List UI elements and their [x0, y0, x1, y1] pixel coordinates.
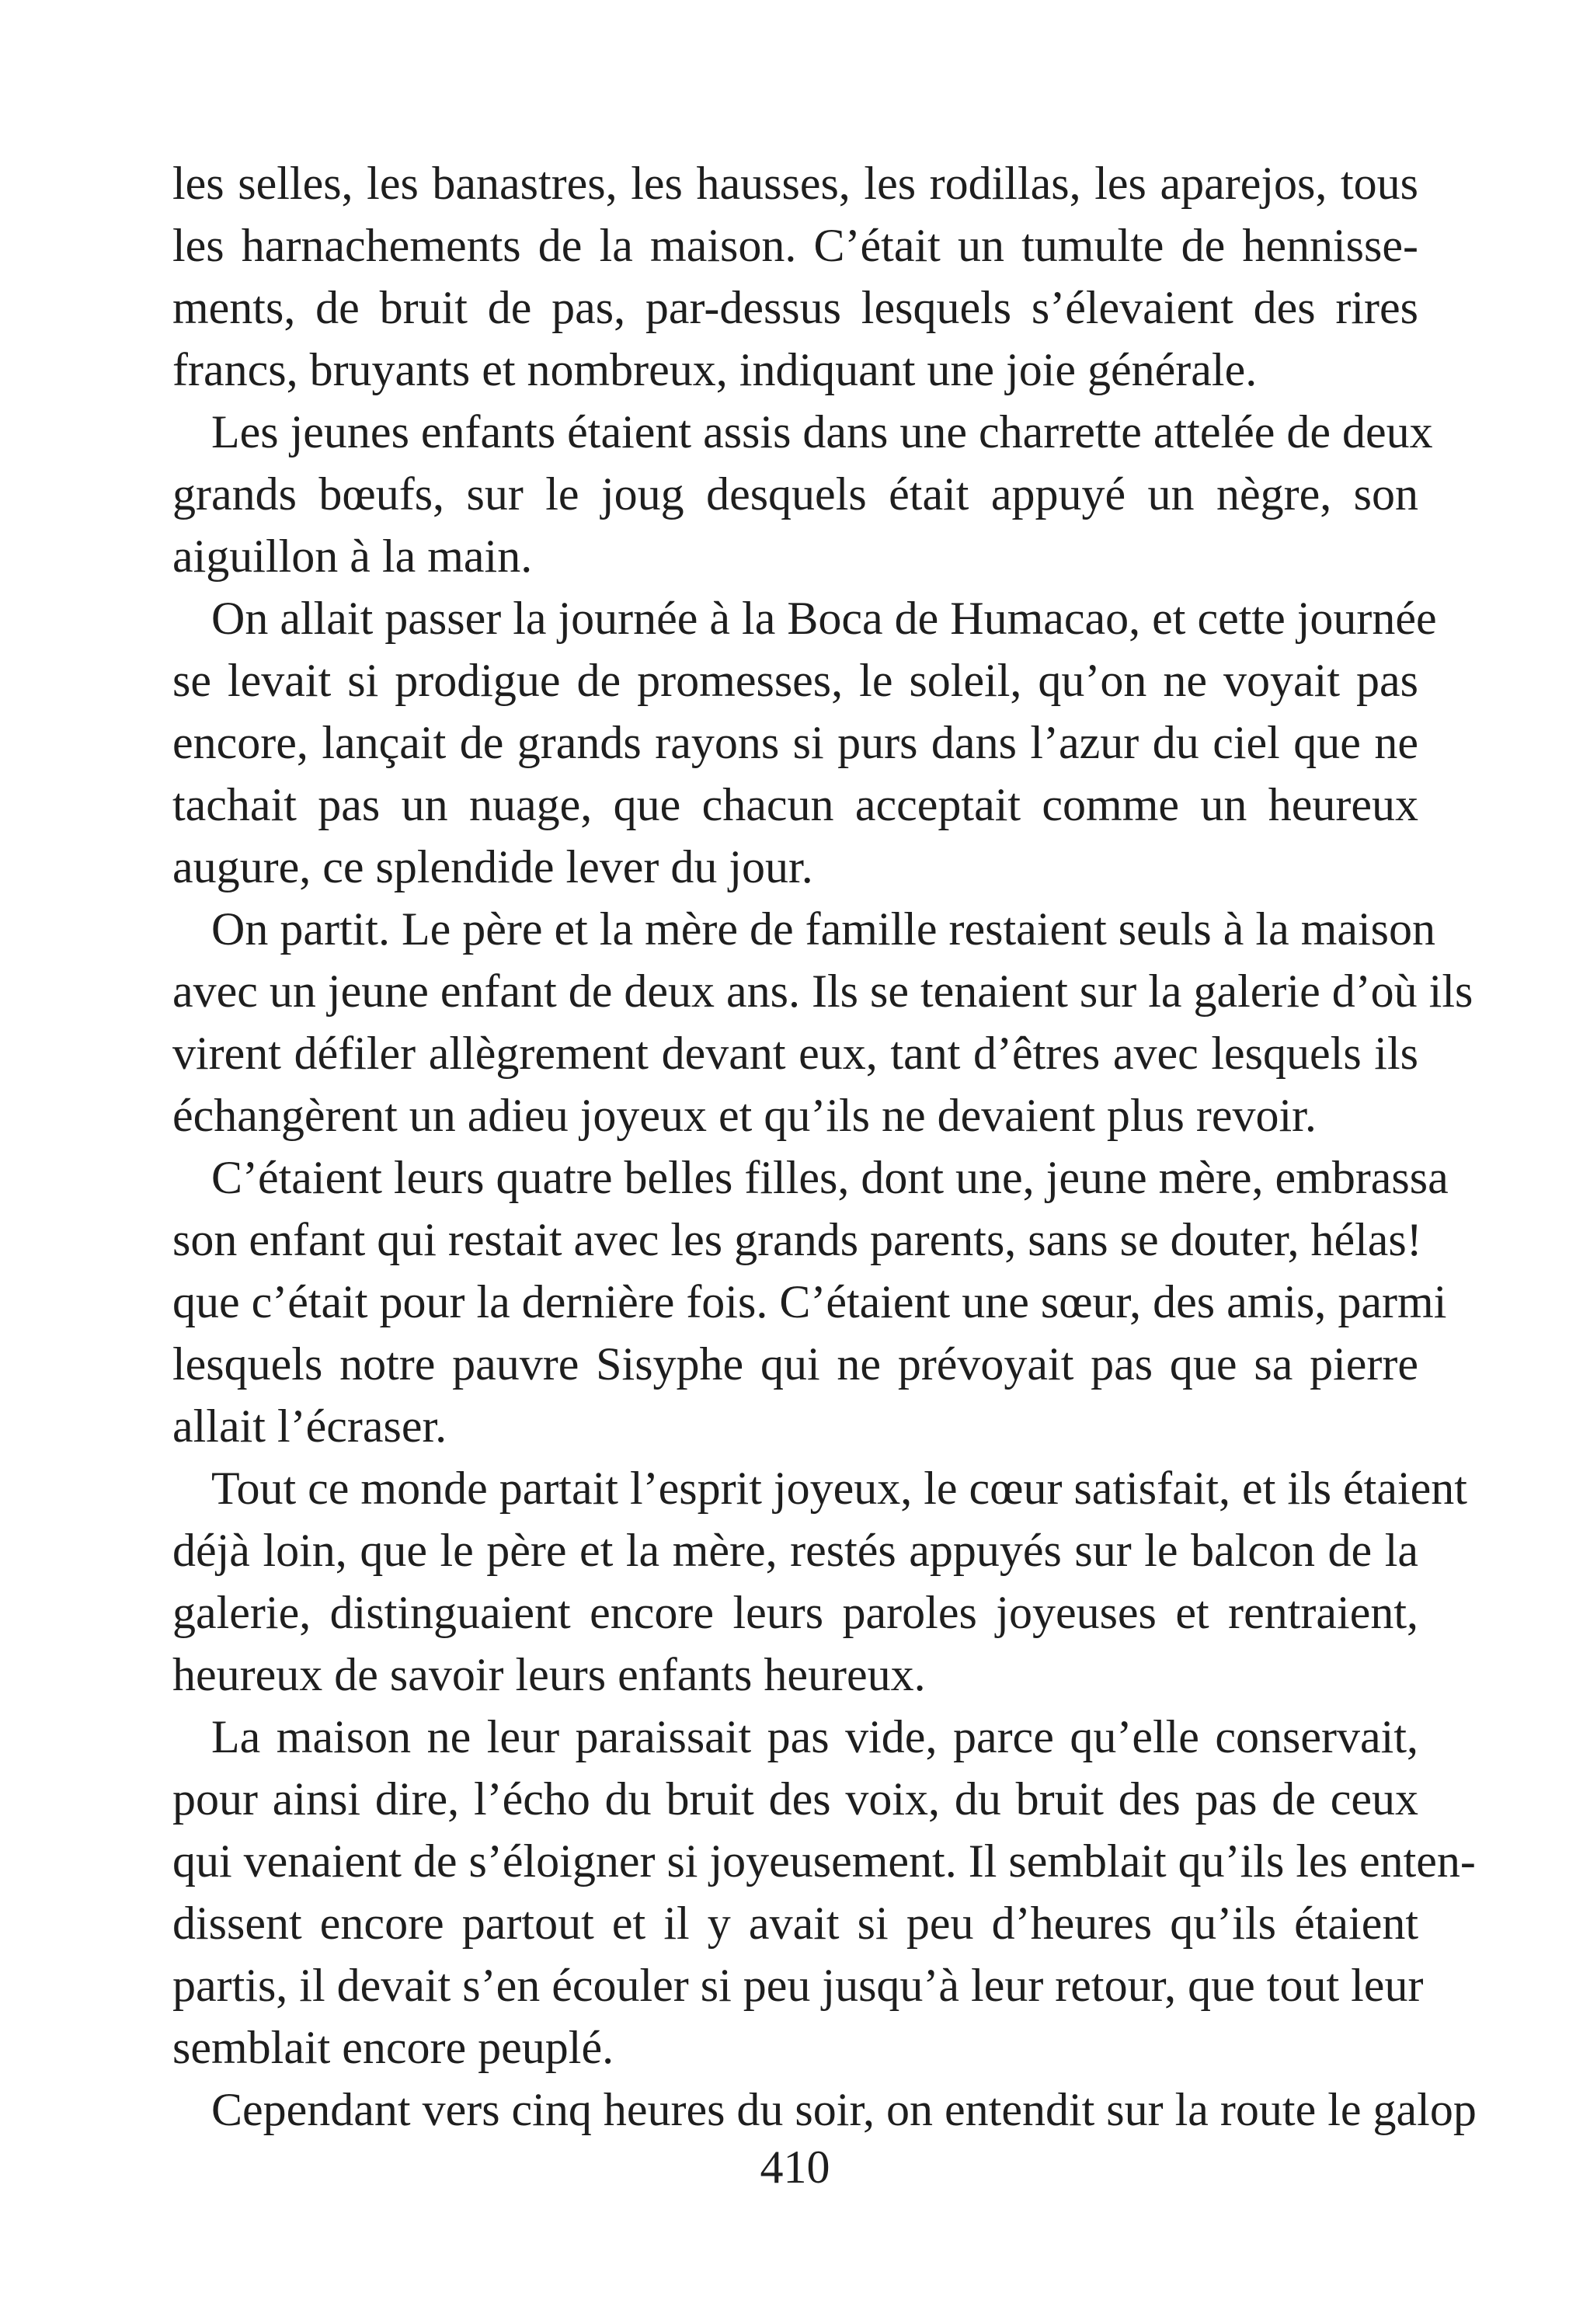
paragraph-4: [172, 898, 1473, 1146]
text-line: semblait encore peuplé.: [172, 2022, 614, 2073]
text-line: dissent encore partout et il y avait si peu d’heures qu’ils étaient: [172, 1898, 1418, 1949]
text-line: aiguillon à la main.: [172, 531, 533, 582]
paragraph-6: [172, 1457, 1467, 1706]
text-line: tachait pas un nuage, que chacun acceptait comme un heureux: [172, 779, 1418, 830]
text-line: Tout ce monde partait l’esprit joyeux, le cœur satisfait, et ils étaient: [211, 1463, 1467, 1514]
text-line: La maison ne leur paraissait pas vide, parce qu’elle conservait,: [211, 1711, 1418, 1762]
text-line: que c’était pour la dernière fois. C’étaient une sœur, des amis, parmi: [172, 1276, 1447, 1327]
text-line: se levait si prodigue de promesses, le soleil, qu’on ne voyait pas: [172, 655, 1418, 706]
text-line: Cependant vers cinq heures du soir, on entendit sur la route le galop: [211, 2084, 1477, 2135]
text-line: francs, bruyants et nombreux, indiquant une joie générale.: [172, 344, 1258, 395]
text-line: galerie, distinguaient encore leurs paroles joyeuses et rentraient,: [172, 1587, 1418, 1638]
text-line: partis, il devait s’en écouler si peu jusqu’à leur retour, que tout leur: [172, 1960, 1424, 2011]
text-line: pour ainsi dire, l’écho du bruit des voix, du bruit des pas de ceux: [172, 1773, 1418, 1825]
text-line: avec un jeune enfant de deux ans. Ils se tenaient sur la galerie d’où ils: [172, 965, 1473, 1017]
body-text: [172, 152, 1477, 2141]
paragraph-2: [172, 401, 1433, 587]
text-line: ments, de bruit de pas, par-dessus lesquels s’élevaient des rires: [172, 282, 1418, 333]
text-line: échangèrent un adieu joyeux et qu’ils ne devaient plus revoir.: [172, 1090, 1317, 1141]
paragraph-8: [172, 2079, 1477, 2141]
text-line: augure, ce splendide lever du jour.: [172, 841, 813, 892]
paragraph-3: [172, 587, 1437, 898]
text-line: heureux de savoir leurs enfants heureux.: [172, 1649, 926, 1700]
text-line: allait l’écraser.: [172, 1400, 447, 1452]
text-line: encore, lançait de grands rayons si purs dans l’azur du ciel que ne: [172, 717, 1418, 768]
text-line: son enfant qui restait avec les grands parents, sans se douter, hélas!: [172, 1214, 1422, 1265]
text-line: déjà loin, que le père et la mère, restés appuyés sur le balcon de la: [172, 1525, 1418, 1576]
text-line: C’étaient leurs quatre belles filles, dont une, jeune mère, embrassa: [211, 1152, 1449, 1203]
text-line: grands bœufs, sur le joug desquels était appuyé un nègre, son: [172, 468, 1418, 520]
text-line: Les jeunes enfants étaient assis dans une charrette attelée de deux: [211, 406, 1433, 457]
paragraph-1: [172, 152, 1418, 401]
text-line: lesquels notre pauvre Sisyphe qui ne prévoyait pas que sa pierre: [172, 1338, 1418, 1390]
text-line: les selles, les banastres, les hausses, les rodillas, les aparejos, tous: [172, 158, 1418, 209]
paragraph-7: [172, 1706, 1476, 2079]
text-line: virent défiler allègrement devant eux, tant d’êtres avec lesquels ils: [172, 1028, 1418, 1079]
text-line: qui venaient de s’éloigner si joyeusement. Il semblait qu’ils les enten-: [172, 1835, 1476, 1887]
text-line: On allait passer la journée à la Boca de Humacao, et cette journée: [211, 593, 1437, 644]
paragraph-5: [172, 1146, 1449, 1457]
text-line: On partit. Le père et la mère de famille restaient seuls à la maison: [211, 903, 1436, 955]
page-number: 410: [760, 2141, 830, 2193]
text-line: les harnachements de la maison. C’était un tumulte de hennisse-: [172, 220, 1418, 271]
